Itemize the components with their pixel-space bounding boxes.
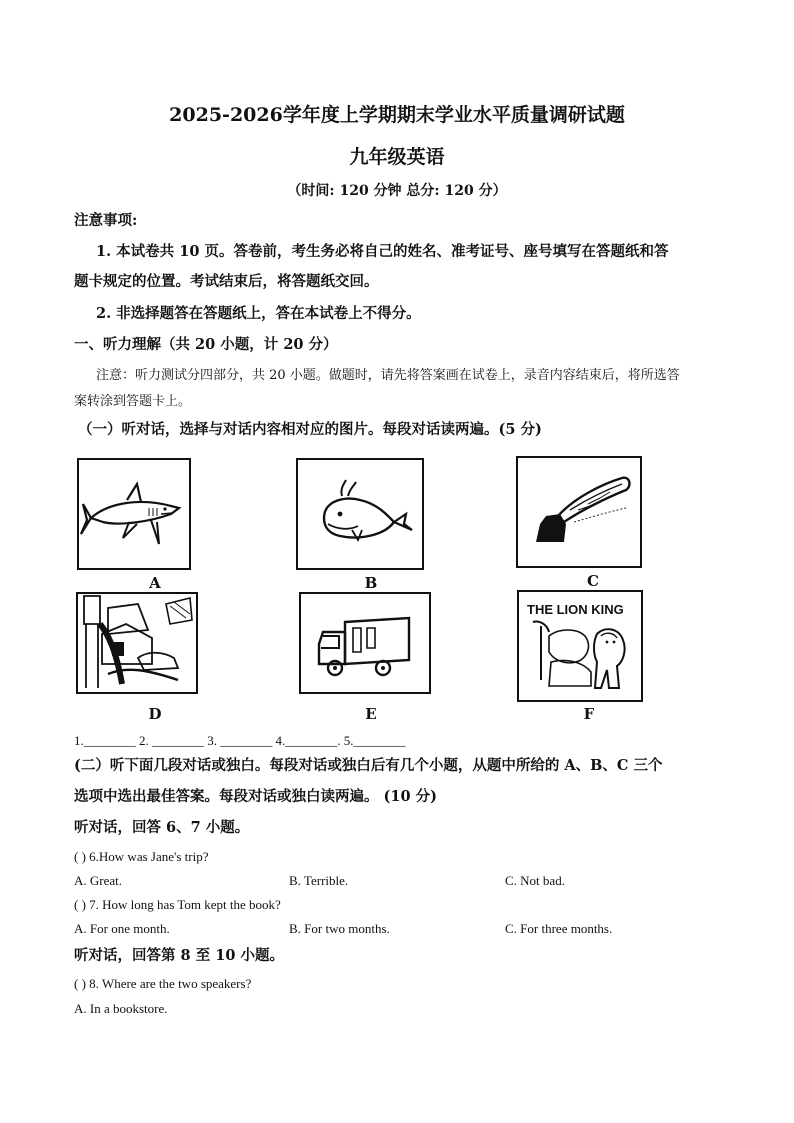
picture-label-e: E: [365, 705, 377, 723]
group1-heading: 听对话，回答 6、7 小题。: [74, 819, 250, 836]
q7-option-c: C. For three months.: [505, 921, 613, 936]
q6-option-c: C. Not bad.: [505, 873, 565, 888]
picture-d: [76, 592, 198, 694]
section1-note-line2: 案转涂到答题卡上。: [74, 394, 192, 409]
notes-item1-line2: 题卡规定的位置。考试结束后，将答题纸交回。: [74, 273, 379, 290]
notes-item2: 2. 非选择题答在答题纸上，答在本试卷上不得分。: [96, 305, 421, 322]
picture-label-f: F: [583, 705, 595, 723]
picture-e: [299, 592, 431, 694]
picture-b: [296, 458, 424, 570]
notes-item1-line1: 1. 本试卷共 10 页。答卷前，考生务必将自己的姓名、准考证号、座号填写在答题纸和答: [96, 243, 669, 260]
picture-f: [517, 590, 643, 702]
q7-option-a: A. For one month.: [74, 921, 170, 936]
time-info: （时间: 120 分钟 总分: 120 分）: [287, 183, 507, 199]
storm-scene-icon: [78, 594, 196, 692]
section1-note-line1: 注意：听力测试分四部分，共 20 小题。做题时，请先将答案画在试卷上，录音内容结束后，将所选答: [96, 368, 680, 383]
picture-label-d: D: [148, 705, 162, 723]
whale-icon: [298, 460, 422, 568]
part2-line1: (二）听下面几段对话或独白。每段对话或独白后有几个小题，从题中所给的 A、B、C 三个: [74, 757, 663, 774]
picture-label-a: A: [149, 574, 161, 592]
picture-label-c: C: [587, 572, 599, 590]
part2-line2: 选项中选出最佳答案。每段对话或独白读两遍。 (10 分): [74, 788, 437, 805]
picture-label-b: B: [364, 574, 378, 592]
section1-heading: 一、听力理解（共 20 小题，计 20 分）: [74, 336, 338, 353]
q6-option-b: B. Terrible.: [289, 873, 349, 888]
lion-king-icon: [519, 592, 641, 700]
picture-c: [516, 456, 642, 568]
lion-king-text: THE LION KING: [527, 602, 624, 617]
truck-icon: [301, 594, 429, 692]
notes-heading: 注意事项:: [74, 212, 138, 229]
answer-blanks: 1.________ 2. ________ 3. ________ 4.________. 5.________: [74, 733, 406, 748]
q6-option-a: A. Great.: [74, 873, 123, 888]
exam-title: 2025-2026学年度上学期期末学业水平质量调研试题: [169, 104, 625, 126]
group2-heading: 听对话，回答第 8 至 10 小题。: [74, 947, 284, 964]
exam-subtitle: 九年级英语: [349, 146, 445, 168]
question-7: ( ) 7. How long has Tom kept the book?: [74, 897, 281, 912]
part1-heading: （一）听对话，选择与对话内容相对应的图片。每段对话读两遍。(5 分): [78, 421, 542, 438]
q7-option-b: B. For two months.: [289, 921, 390, 936]
volcano-icon: [518, 458, 640, 566]
question-8: ( ) 8. Where are the two speakers?: [74, 976, 252, 991]
shark-icon: [79, 460, 189, 568]
question-6: ( ) 6.How was Jane's trip?: [74, 849, 209, 864]
picture-a: [77, 458, 191, 570]
q8-option-a: A. In a bookstore.: [74, 1001, 168, 1016]
